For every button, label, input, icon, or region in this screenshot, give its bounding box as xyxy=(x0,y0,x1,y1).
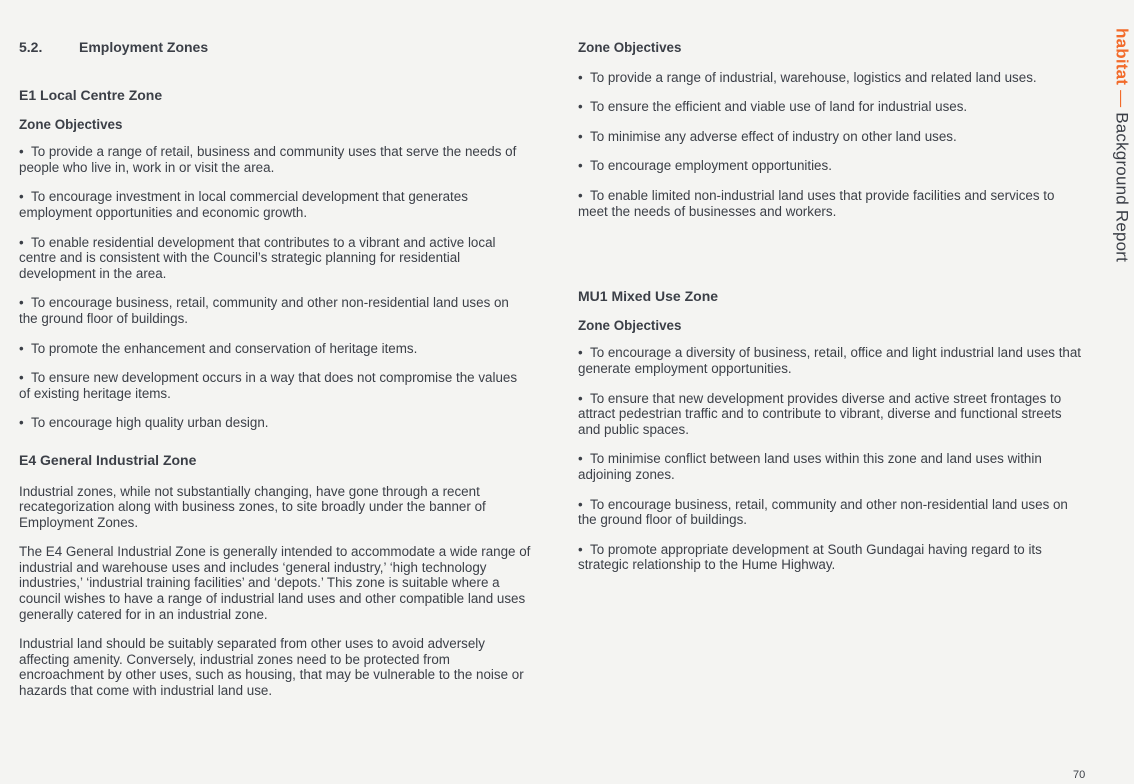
bullet-icon: • xyxy=(578,158,583,174)
bullet-icon: • xyxy=(578,496,583,512)
bullet-icon: • xyxy=(578,451,583,467)
bullet-icon: • xyxy=(578,390,583,406)
bullet-icon: • xyxy=(19,144,24,160)
e1-objectives-title: Zone Objectives xyxy=(19,116,123,132)
bullet-icon: • xyxy=(19,340,24,356)
brand-dash: — xyxy=(1112,90,1132,108)
list-item: • To encourage a diversity of business, retail, office and light industrial land uses that generate employment opportunities. xyxy=(578,345,1082,376)
list-item: • To provide a range of retail, business and community uses that serve the needs of people who live in, work in or visit the area. xyxy=(19,144,517,175)
bullet-icon: • xyxy=(578,99,583,115)
list-item: • To ensure the efficient and viable use of land for industrial uses. xyxy=(578,99,968,115)
list-item: • To minimise conflict between land uses within this zone and land uses within adjoining zones. xyxy=(578,451,1042,482)
section-title: Employment Zones xyxy=(79,39,209,55)
side-brand-tab xyxy=(1114,28,1130,262)
bullet-icon: • xyxy=(19,415,24,431)
list-item: • To encourage high quality urban design. xyxy=(19,415,269,431)
list-item: • To minimise any adverse effect of industry on other land uses. xyxy=(578,128,957,144)
bullet-icon: • xyxy=(578,187,583,203)
list-item: • To encourage business, retail, community and other non-residential land uses on the ground floor of buildings. xyxy=(19,295,509,326)
list-item: • To encourage business, retail, community and other non-residential land uses on the ground floor of buildings. xyxy=(578,496,1068,528)
list-item: • To ensure new development occurs in a way that does not compromise the values of existing heritage items. xyxy=(19,370,518,401)
brand-logo-text: habitat xyxy=(1112,28,1132,86)
bullet-icon: • xyxy=(19,234,24,250)
list-item: • To encourage employment opportunities. xyxy=(578,158,832,174)
mu1-zone-title: MU1 Mixed Use Zone xyxy=(578,288,719,305)
e4-paragraph-2: The E4 General Industrial Zone is generally intended to accommodate a wide range of industrial and warehouse uses and includes ‘general industry,’ ‘high technology industries,’ ‘industrial training facilities’ and ‘depots.’ This zone is suitable where a council wishes to have a range of industrial land uses and other compatible land uses generally catered for in an industrial zone. xyxy=(19,544,531,622)
section-heading xyxy=(19,40,531,58)
left-column xyxy=(19,40,531,713)
right-column xyxy=(578,40,1083,587)
e1-zone-title: E1 Local Centre Zone xyxy=(19,87,163,103)
e4-paragraph-3: Industrial land should be suitably separated from other uses to avoid adversely affecting amenity. Conversely, industrial zones need to be protected from encroachment by other uses, such as housing, that may be vulnerable to the noise or hazards that come with industrial land use. xyxy=(19,636,524,699)
section-number: 5.2. xyxy=(19,39,43,55)
list-item: • To encourage investment in local commercial development that generates employment opportunities and economic growth. xyxy=(19,189,468,220)
bullet-icon: • xyxy=(578,345,583,361)
list-item: • To enable limited non-industrial land uses that provide facilities and services to meet the needs of businesses and workers. xyxy=(578,187,1055,219)
e4-zone-title: E4 General Industrial Zone xyxy=(19,451,197,468)
bullet-icon: • xyxy=(19,370,24,386)
report-title: Background Report xyxy=(1112,112,1132,263)
list-item: • To promote the enhancement and conservation of heritage items. xyxy=(19,340,418,356)
e4-paragraph-1: Industrial zones, while not substantially changing, have gone through a recent recategorization along with business zones, to site broadly under the banner of Employment Zones. xyxy=(19,483,486,530)
mu1-objectives-list xyxy=(578,345,1083,573)
e4-objectives-title: Zone Objectives xyxy=(578,40,682,55)
e1-objectives-list xyxy=(19,144,531,431)
bullet-icon: • xyxy=(578,128,583,144)
bullet-icon: • xyxy=(19,189,24,205)
e4-objectives-list xyxy=(578,70,1083,220)
list-item: • To enable residential development that contributes to a vibrant and active local centre and is consistent with the Council’s strategic planning for residential development in the area. xyxy=(19,234,496,281)
list-item: • To ensure that new development provides diverse and active street frontages to attract pedestrian traffic and to contribute to vibrant, diverse and functional streets and public spaces. xyxy=(578,390,1062,437)
mu1-objectives-title: Zone Objectives xyxy=(578,317,682,333)
page-number: 70 xyxy=(1073,769,1086,781)
bullet-icon: • xyxy=(578,541,583,557)
bullet-icon: • xyxy=(578,69,583,85)
list-item: • To promote appropriate development at South Gundagai having regard to its strategic relationship to the Hume Highway. xyxy=(578,541,1042,573)
list-item: • To provide a range of industrial, warehouse, logistics and related land uses. xyxy=(578,69,1037,85)
bullet-icon: • xyxy=(19,295,24,311)
